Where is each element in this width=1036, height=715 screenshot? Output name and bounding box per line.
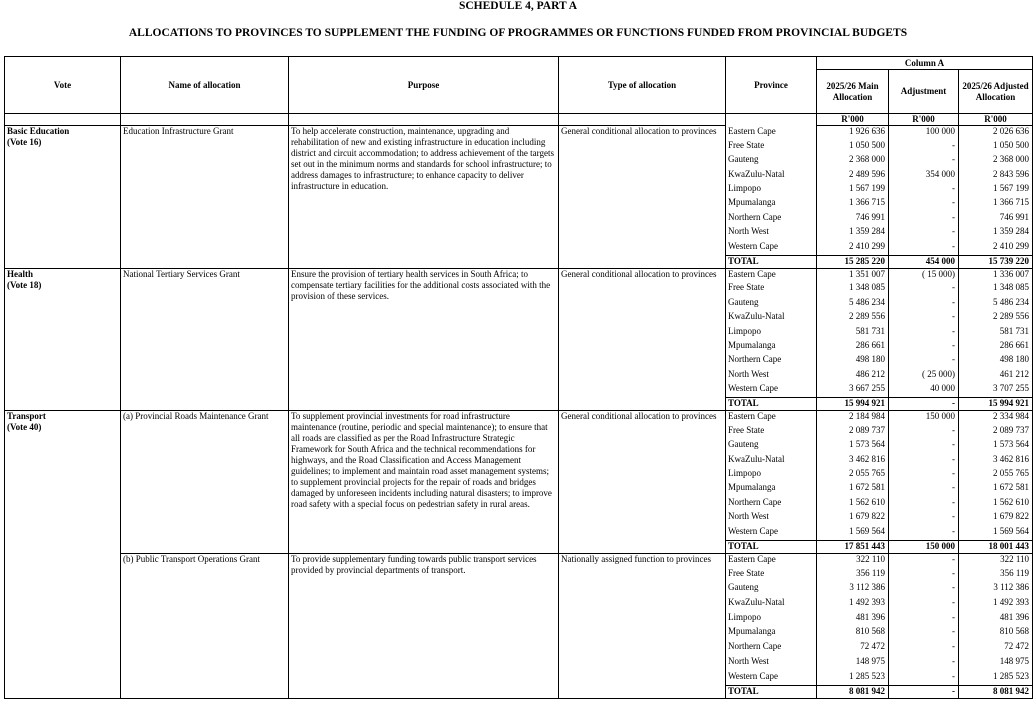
province-name: Northern Cape [726,354,817,368]
empty-cell [559,114,726,126]
adjustment: - [889,326,959,340]
province-name: Western Cape [726,383,817,397]
total-adjustment: - [889,398,959,411]
adjustment: - [889,140,959,154]
province-name: Western Cape [726,241,817,255]
vote-number: (Vote 40) [7,422,42,433]
adjusted-allocation: 481 396 [959,612,1033,627]
adjustment: - [889,340,959,354]
adjusted-allocation: 2 055 765 [959,468,1033,482]
adjusted-allocation: 2 289 556 [959,311,1033,325]
adjusted-allocation: 1 672 581 [959,482,1033,496]
adjusted-allocation: 581 731 [959,326,1033,340]
schedule-subtitle: ALLOCATIONS TO PROVINCES TO SUPPLEMENT THE FUNDING OF PROGRAMMES OR FUNCTIONS FUNDED FROM PROVINCIAL BUDGETS [128,27,908,39]
header-vote: Vote [5,57,121,114]
province-name: Free State [726,140,817,154]
main-allocation: 1 672 581 [817,482,889,496]
total-adjusted: 15 739 220 [959,255,1033,268]
adjusted-allocation: 810 568 [959,626,1033,641]
adjustment: - [889,439,959,453]
allocation-type: General conditional allocation to provinces [559,268,726,411]
adjusted-allocation: 5 486 234 [959,297,1033,311]
total-adjustment: 454 000 [889,255,959,268]
province-name: Free State [726,282,817,296]
vote-number: (Vote 16) [7,137,42,147]
adjusted-allocation: 1 366 715 [959,197,1033,211]
adjustment: - [889,354,959,368]
main-allocation: 3 112 386 [817,582,889,597]
main-allocation: 2 055 765 [817,468,889,482]
adjusted-allocation: 322 110 [959,553,1033,568]
main-allocation: 322 110 [817,553,889,568]
province-name: KwaZulu-Natal [726,597,817,612]
main-allocation: 1 285 523 [817,671,889,686]
province-name: Gauteng [726,297,817,311]
main-allocation: 3 462 816 [817,454,889,468]
total-main: 17 851 443 [817,540,889,553]
table-row [5,126,1033,140]
main-allocation: 746 991 [817,212,889,226]
adjustment: - [889,425,959,439]
adjustment: - [889,482,959,496]
allocation-name: Education Infrastructure Grant [121,126,289,269]
main-allocation: 581 731 [817,326,889,340]
adjustment: 150 000 [889,411,959,425]
main-allocation: 498 180 [817,354,889,368]
header-province: Province [726,57,817,114]
province-name: Limpopo [726,468,817,482]
main-allocation: 1 050 500 [817,140,889,154]
unit-row [5,114,1033,126]
table-row [5,268,1033,282]
allocation-purpose: To provide supplementary funding towards public transport services provided by provincial departments of transport. [289,553,559,698]
province-name: Eastern Cape [726,126,817,140]
vote-cell [5,268,121,411]
unit-cell: R'000 [959,114,1033,126]
main-allocation: 2 410 299 [817,241,889,255]
main-allocation: 1 573 564 [817,439,889,453]
province-name: Gauteng [726,582,817,597]
empty-cell [289,114,559,126]
province-name: Mpumalanga [726,197,817,211]
empty-cell [121,114,289,126]
province-name: Mpumalanga [726,626,817,641]
total-adjusted: 15 994 921 [959,398,1033,411]
adjusted-allocation: 1 492 393 [959,597,1033,612]
main-allocation: 2 089 737 [817,425,889,439]
allocation-name: National Tertiary Services Grant [121,268,289,411]
main-allocation: 1 492 393 [817,597,889,612]
province-name: Free State [726,425,817,439]
main-allocation: 481 396 [817,612,889,627]
province-name: KwaZulu-Natal [726,454,817,468]
total-adjustment: 150 000 [889,540,959,553]
adjustment: - [889,612,959,627]
main-allocation: 1 926 636 [817,126,889,140]
adjusted-allocation: 746 991 [959,212,1033,226]
adjustment: - [889,626,959,641]
adjustment: - [889,468,959,482]
adjustment: - [889,641,959,656]
adjusted-allocation: 1 359 284 [959,226,1033,240]
adjustment: 354 000 [889,169,959,183]
vote-name: Health [7,268,33,279]
adjusted-allocation: 1 573 564 [959,439,1033,453]
allocations-table [4,56,1033,699]
adjustment: - [889,656,959,671]
adjusted-allocation: 3 112 386 [959,582,1033,597]
vote-name: Transport [7,411,46,422]
allocation-name: (b) Public Transport Operations Grant [121,553,289,698]
total-adjusted: 18 001 443 [959,540,1033,553]
total-label: TOTAL [726,255,817,268]
main-allocation: 3 667 255 [817,383,889,397]
adjusted-allocation: 356 119 [959,568,1033,583]
allocation-type: Nationally assigned function to provinces [559,553,726,698]
adjustment: 100 000 [889,126,959,140]
province-name: KwaZulu-Natal [726,169,817,183]
table-row [5,553,1033,568]
province-name: Eastern Cape [726,553,817,568]
province-name: Eastern Cape [726,268,817,282]
adjusted-allocation: 2 410 299 [959,241,1033,255]
province-name: Northern Cape [726,497,817,511]
main-allocation: 1 562 610 [817,497,889,511]
main-allocation: 2 489 596 [817,169,889,183]
province-name: North West [726,511,817,525]
main-allocation: 1 366 715 [817,197,889,211]
adjusted-allocation: 2 089 737 [959,425,1033,439]
main-allocation: 2 289 556 [817,311,889,325]
table-row [5,411,1033,425]
total-label: TOTAL [726,540,817,553]
header-adjusted: 2025/26 Adjusted Allocation [959,70,1033,114]
adjusted-allocation: 1 562 610 [959,497,1033,511]
main-allocation: 1 351 007 [817,268,889,282]
adjustment: ( 25 000) [889,369,959,383]
adjustment: - [889,526,959,540]
adjusted-allocation: 2 334 984 [959,411,1033,425]
adjusted-allocation: 1 050 500 [959,140,1033,154]
main-allocation: 72 472 [817,641,889,656]
adjusted-allocation: 461 212 [959,369,1033,383]
adjusted-allocation: 2 026 636 [959,126,1033,140]
allocation-purpose: To supplement provincial investments for road infrastructure maintenance (routine, periodic and special maintenance); to ensure that all roads are classified as per the Road Infrastructure Strategic Framework for South Africa and the technical recommendations for highways, and the Road Classification and Access Management guidelines; to implement and maintain road asset management systems; to supplement provincial projects for the repair of roads and bridges damaged by unforeseen incidents including natural disasters; to improve road safety with a special focus on pedestrian safety in rural areas. [289,411,559,554]
adjusted-allocation: 498 180 [959,354,1033,368]
main-allocation: 1 359 284 [817,226,889,240]
adjustment: - [889,183,959,197]
province-name: Mpumalanga [726,482,817,496]
unit-cell: R'000 [889,114,959,126]
main-allocation: 286 661 [817,340,889,354]
total-main: 15 285 220 [817,255,889,268]
adjusted-allocation: 3 707 255 [959,383,1033,397]
province-name: Gauteng [726,154,817,168]
adjustment: - [889,154,959,168]
adjustment: - [889,297,959,311]
main-allocation: 2 368 000 [817,154,889,168]
province-name: Free State [726,568,817,583]
header-purpose: Purpose [289,57,559,114]
main-allocation: 486 212 [817,369,889,383]
empty-cell [726,114,817,126]
adjusted-allocation: 1 336 007 [959,268,1033,282]
vote-number: (Vote 18) [7,279,42,290]
adjusted-allocation: 1 679 822 [959,511,1033,525]
header-main: 2025/26 Main Allocation [817,70,889,114]
main-allocation: 356 119 [817,568,889,583]
adjusted-allocation: 3 462 816 [959,454,1033,468]
adjustment: - [889,212,959,226]
province-name: North West [726,226,817,240]
adjustment: - [889,671,959,686]
province-name: Western Cape [726,526,817,540]
unit-cell: R'000 [817,114,889,126]
header-column-a: Column A [817,57,1033,70]
header-name: Name of allocation [121,57,289,114]
adjustment: - [889,553,959,568]
total-label: TOTAL [726,398,817,411]
allocation-purpose: To help accelerate construction, maintenance, upgrading and rehabilitation of new and existing infrastructure in education including district and circuit accommodation; to address achievement of the targets set out in the minimum norms and standards for school infrastructure; to address damages to infrastructure; to enhance capacity to deliver infrastructure in education. [289,126,559,269]
province-name: KwaZulu-Natal [726,311,817,325]
vote-cell [5,411,121,699]
adjustment: - [889,311,959,325]
adjustment: ( 15 000) [889,268,959,282]
adjusted-allocation: 2 843 596 [959,169,1033,183]
allocation-type: General conditional allocation to provinces [559,411,726,554]
province-name: North West [726,656,817,671]
header-adjustment: Adjustment [889,70,959,114]
province-name: North West [726,369,817,383]
adjusted-allocation: 1 285 523 [959,671,1033,686]
main-allocation: 810 568 [817,626,889,641]
adjustment: - [889,582,959,597]
adjustment: - [889,197,959,211]
main-allocation: 1 348 085 [817,282,889,296]
main-allocation: 1 567 199 [817,183,889,197]
adjusted-allocation: 286 661 [959,340,1033,354]
schedule-title: SCHEDULE 4, PART A [458,0,578,12]
adjustment: - [889,241,959,255]
adjusted-allocation: 2 368 000 [959,154,1033,168]
total-adjustment: - [889,685,959,698]
province-name: Eastern Cape [726,411,817,425]
total-main: 8 081 942 [817,685,889,698]
allocation-name: (a) Provincial Roads Maintenance Grant [121,411,289,554]
adjusted-allocation: 148 975 [959,656,1033,671]
adjustment: - [889,282,959,296]
total-main: 15 994 921 [817,398,889,411]
adjustment: - [889,511,959,525]
province-name: Limpopo [726,612,817,627]
allocation-purpose: Ensure the provision of tertiary health services in South Africa; to compensate tertiary facilities for the additional costs associated with the provision of these services. [289,268,559,411]
vote-name: Basic Education [7,126,70,136]
total-adjusted: 8 081 942 [959,685,1033,698]
main-allocation: 1 569 564 [817,526,889,540]
adjusted-allocation: 1 569 564 [959,526,1033,540]
empty-cell [5,114,121,126]
table-body [5,114,1033,699]
total-label: TOTAL [726,685,817,698]
province-name: Gauteng [726,439,817,453]
province-name: Mpumalanga [726,340,817,354]
adjustment: - [889,497,959,511]
province-name: Western Cape [726,671,817,686]
adjustment: - [889,454,959,468]
main-allocation: 5 486 234 [817,297,889,311]
adjusted-allocation: 1 348 085 [959,282,1033,296]
province-name: Northern Cape [726,212,817,226]
adjustment: 40 000 [889,383,959,397]
province-name: Northern Cape [726,641,817,656]
adjusted-allocation: 1 567 199 [959,183,1033,197]
header-type: Type of allocation [559,57,726,114]
adjustment: - [889,597,959,612]
main-allocation: 148 975 [817,656,889,671]
main-allocation: 2 184 984 [817,411,889,425]
main-allocation: 1 679 822 [817,511,889,525]
province-name: Limpopo [726,183,817,197]
adjustment: - [889,226,959,240]
adjusted-allocation: 72 472 [959,641,1033,656]
adjustment: - [889,568,959,583]
province-name: Limpopo [726,326,817,340]
vote-cell [5,126,121,269]
allocation-type: General conditional allocation to provinces [559,126,726,269]
